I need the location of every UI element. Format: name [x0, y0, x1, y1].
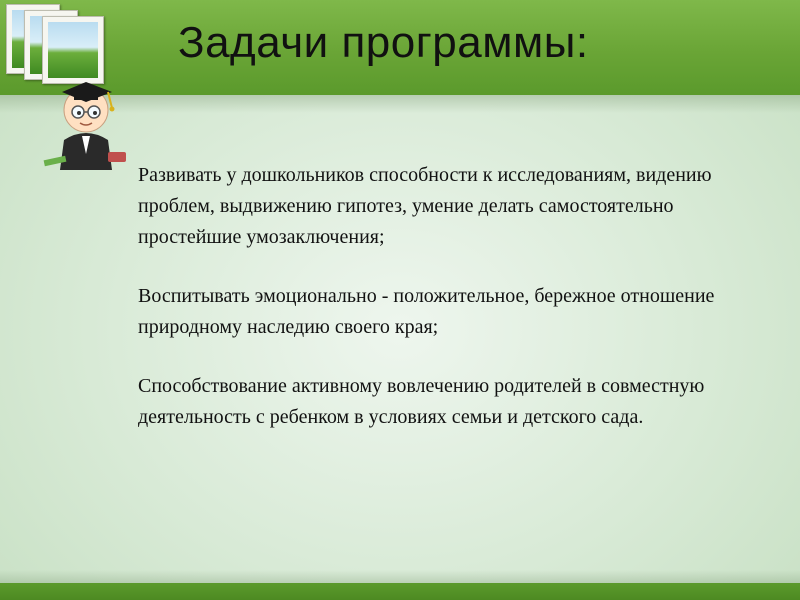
bullet-item — [104, 371, 744, 433]
footer-band — [0, 583, 800, 600]
bullet-list — [104, 160, 744, 461]
slide-title: Задачи программы: — [178, 18, 589, 67]
bullet-text: Развивать у дошкольников способности к исследованиям, видению проблем, выдвижению гипотез, умение делать самостоятельно простейшие умозаключения; — [138, 164, 712, 248]
bullet-item — [104, 281, 744, 343]
bullet-text: Способствование активному вовлечению родителей в совместную деятельность с ребенком в условиях семьи и детского сада. — [138, 375, 705, 428]
bullet-item — [104, 160, 744, 253]
bullet-text: Воспитывать эмоционально - положительное, бережное отношение природному наследию своего края; — [138, 285, 715, 338]
footer-shadow — [0, 570, 800, 583]
